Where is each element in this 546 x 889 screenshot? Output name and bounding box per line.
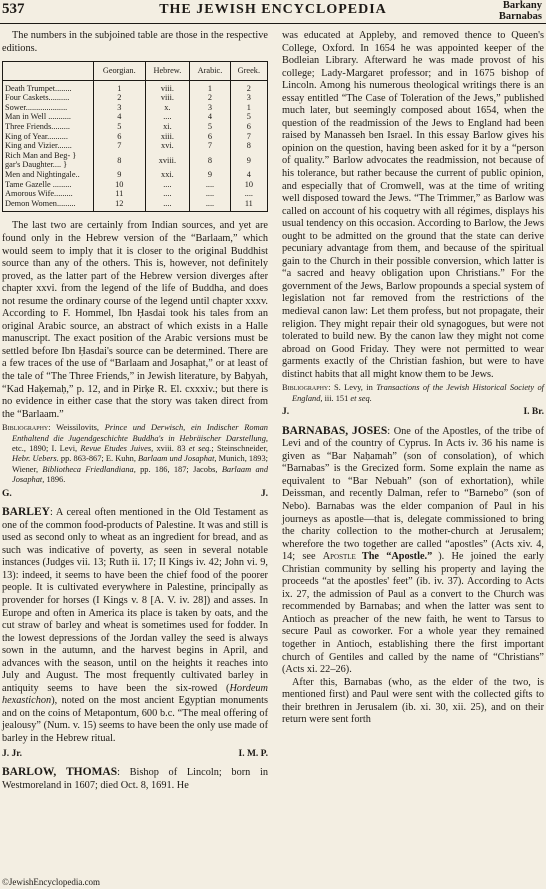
table-cell: 5 <box>190 122 230 132</box>
latin-name: Hordeum hexastichon <box>2 682 268 707</box>
table-cell: xviii. <box>145 151 190 170</box>
table-cell: 7 <box>94 141 146 151</box>
bibliography <box>2 423 268 485</box>
table-cell: 10 <box>94 180 146 190</box>
barlow-entry <box>2 766 268 792</box>
table-cell: 4 <box>230 170 267 180</box>
bib-title: Prince und Derwisch, ein Indischer Roman Enthaltend die Jugendgeschichte Buddha's in Hebräischer Darstellung, <box>12 423 268 443</box>
bib-title: Transactions of the Jewish Historical Society of England, <box>292 383 545 403</box>
table-cell: 10 <box>230 180 267 190</box>
bib-title: Barlaam and Josaphat, <box>12 464 269 485</box>
table-row <box>3 122 268 132</box>
table-row-label: Demon Women......... <box>3 199 94 212</box>
table-row-label: Rich Man and Beg- } gar's Daughter.... } <box>3 151 94 170</box>
entry-heading: BARLEY <box>2 506 50 519</box>
table-cell: .... <box>145 180 190 190</box>
page-number: 537 <box>2 1 25 17</box>
table-row-label: Men and Nightingale.. <box>3 170 94 180</box>
bib-text: pp. 186, 187; Jacobs, <box>135 464 222 474</box>
table-cell: xi. <box>145 122 190 132</box>
table-row <box>3 141 268 151</box>
table-row <box>3 199 268 212</box>
entry-text: : Bishop of Lincoln; born in Westmoreland in 1607; died Oct. 8, 1691. He <box>2 767 268 791</box>
table-row <box>3 189 268 199</box>
table-cell: .... <box>190 199 230 212</box>
bib-text: ; Steinschneider, <box>211 443 269 453</box>
table-cell: 9 <box>190 170 230 180</box>
running-title: THE JEWISH ENCYCLOPEDIA <box>159 2 387 17</box>
table-header-cell <box>3 62 94 81</box>
table-cell: xvi. <box>145 141 190 151</box>
table-row <box>3 80 268 93</box>
table-row-label: King of Year.......... <box>3 132 94 142</box>
table-header-cell: Georgian. <box>94 62 146 81</box>
table-row-label: Tame Gazelle ......... <box>3 180 94 190</box>
guide-words <box>499 0 542 22</box>
table-cell: 3 <box>230 93 267 103</box>
table-header-cell: Hebrew. <box>145 62 190 81</box>
table-cell: 4 <box>94 112 146 122</box>
bibliography-label: Bibliography: <box>2 423 51 433</box>
table-cell: x. <box>145 103 190 113</box>
paragraph: The last two are certainly from Indian sources, and yet are found only in the Hebrew version of the “Barlaam,” which would seem to imply that it is closer to the original Buddhist source than any of the others. This is, however, not definitely proved, as the latter part of the Hebrew version diverges after chapter xxvi. from the legend of the life of Buddha, and does not resume the ordinary course of the legend until chapter xxxv. According to F. Hommel, Ibn Ḥasdai took his tales from an original Arabic source, an abstract of which exists in a Halle manuscript. The exact position of the Arabic versions must be settled before Ibn Ḥasdai's source can be determined. There are a few traces of the use of “Barlaam and Josaphat,” or at least of the tale of “The Three Friends,” in Jewish literature, by Baḥyah, “Kad Haḳemaḥ,” p. 12, and in Pirḳe R. El. cxxxiv.; but there is no evidence in either case that the story was taken direct from the “Barlaam.” <box>2 220 268 420</box>
bib-title: et seq. <box>188 443 212 453</box>
table-cell: xiii. <box>145 132 190 142</box>
bib-text: Weissilovits, <box>50 423 105 433</box>
table-row <box>3 93 268 103</box>
table-cell: 3 <box>190 103 230 113</box>
table-cell: 2 <box>94 93 146 103</box>
bib-title: Barlaam und Josaphat, <box>138 454 217 464</box>
copyright-footer: ©JewishEncyclopedia.com <box>2 877 101 887</box>
table-cell: 8 <box>230 141 267 151</box>
entry-text: : A cereal often mentioned in the Old Testament as one of the common food-products of Palestine. It was and still is used as second only to wheat as an ingredient for bread, and as such was indicative of poverty, as seen in several notable instances (Judges vii. 13; Ruth ii. 17; II Kings iv. 42; John vi. 9, 13): indeed, it seems to have been the chief food of the poorer people. It is cultivated everywhere in Palestine, principally as provender for horses (I Kings v. 8 [A. V. iv. 28]) and asses. In Europe and often in America its place is taken by oats, and the cut straw of barley and wheat is sometimes used for fodder. In the lowest depressions of the Jordan valley the seed is always sown in the autumn, and the harvest begins in April, and advances with the season, until on the heights it reaches into July and August. The most frequently cultivated barley in antiquity seems to have been the six-rowed ( <box>2 507 268 694</box>
bib-text: Munich, 1893; Wiener, <box>12 454 268 474</box>
table-header-cell: Arabic. <box>190 62 230 81</box>
table-cell: 6 <box>230 122 267 132</box>
entry-heading: BARLOW, THOMAS <box>2 766 118 779</box>
signature-left: G. <box>2 488 12 499</box>
entry-heading: BARNABAS, JOSES <box>282 424 388 437</box>
table-cell: .... <box>145 112 190 122</box>
table-row <box>3 112 268 122</box>
table-cell: 12 <box>94 199 146 212</box>
table-cell: 3 <box>94 103 146 113</box>
signature-right: I. M. P. <box>238 748 268 759</box>
table-cell: xxi. <box>145 170 190 180</box>
entry-text: : One of the Apostles, of the tribe of Levi and of the country of Cyprus. In Acts iv. 36 his name is given as “Bar Naḥamah” (son of consolation), of which “Barnabas” is the Grecized form. Some explain the name as equivalent to “Bar Nebuah” (son of exhortation), while Deissman, and recently Dalman, refer to “Barnebo” (son of Nebo). Barnabas was the elder companion of Paul in his journeys as apostle—that is, delegate commissioned to bring the charity collection to the mother-church at Jerusalem; wherefore the two together are called “apostles” (Acts xiv. 4, 14; see <box>282 425 544 563</box>
sidehead: The “Apostle.” <box>361 551 433 563</box>
table-cell: .... <box>230 189 267 199</box>
table-cell: 6 <box>190 132 230 142</box>
table-row <box>3 103 268 113</box>
bibliography <box>282 383 544 404</box>
table-cell: 1 <box>190 80 230 93</box>
table-cell: .... <box>145 189 190 199</box>
bib-text: etc., 1890; I. Levi, <box>12 443 81 453</box>
table-cell: 7 <box>230 132 267 142</box>
table-cell: 7 <box>190 141 230 151</box>
cross-reference: Apostle <box>322 551 356 563</box>
header-rule <box>0 23 546 24</box>
versions-table <box>2 61 268 212</box>
table-row-label: Death Trumpet........ <box>3 80 94 93</box>
signature-right: I. Br. <box>523 407 544 418</box>
table-row-label: Man in Well ........... <box>3 112 94 122</box>
table-row <box>3 132 268 142</box>
table-header-cell: Greek. <box>230 62 267 81</box>
guide-word-bottom: Barnabas <box>498 11 542 22</box>
table-row <box>3 151 268 170</box>
bib-title: Hebr. Uebers. <box>12 454 59 464</box>
table-cell: .... <box>145 199 190 212</box>
left-column <box>2 30 268 792</box>
table-cell: 8 <box>190 151 230 170</box>
table-cell: 4 <box>190 112 230 122</box>
paragraph: After this, Barnabas (who, as the elder of the two, is mentioned first) and Paul were sent with the collected gifts to their brethren in Jerusalem (ib. xi. 30, xii. 25), and on their return were sent forth <box>282 676 544 726</box>
bibliography-label: Bibliography: <box>282 383 331 393</box>
table-cell: viii. <box>145 93 190 103</box>
table-row-label: Three Friends......... <box>3 122 94 132</box>
table-row-label: Four Caskets.......... <box>3 93 94 103</box>
table-header-row <box>3 62 268 81</box>
barley-entry <box>2 506 268 745</box>
bib-text: iii. 151 <box>322 393 351 403</box>
table-row <box>3 170 268 180</box>
signature-right: J. <box>260 488 268 499</box>
table-cell: 5 <box>230 112 267 122</box>
table-cell: 2 <box>230 80 267 93</box>
bib-title: Bibliotheca Friedlandiana, <box>42 464 136 474</box>
table-row-label: Sower.................... <box>3 103 94 113</box>
table-intro: The numbers in the subjoined table are those in the respective editions. <box>2 30 268 54</box>
barnabas-entry <box>282 425 544 677</box>
table-row-label: King and Vizier....... <box>3 141 94 151</box>
entry-text: ), noted on the most ancient Egyptian monuments and on the coins of Metapontum, 600 b.c. “The meal offering of jealousy” (Num. v. 15) seems to have been the only use made of barley in the Hebrew ritual. <box>2 695 268 744</box>
guide-word-top: Barkany <box>502 0 542 11</box>
paragraph: was educated at Appleby, and removed thence to Queen's College, Oxford. In 1654 he was appointed keeper of the Bodleian Library. Afterward he was made provost of his college; Lady-Margaret professor; and in 1675 bishop of Lincoln. Among his numerous theological writings there is an essay entitled “The Case of Toleration of the Jews,” published much later, but seemingly composed about 1654, when the question of the readmission of the Jews to England had been raised by Manasseh ben Israel. In this essay Barlow gives his opinion on the question, having been asked for it by a “person of quality.” Barlow advocates the readmission, not because of his tolerance, but rather because the current of public opinion, and especially that of Cromwell, was at the time of writing well disposed toward the Jews. “The Trimmer,” as Barlow was called on account of his coquetry with all régimes, displays his usual tendency on this occasion. According to Barlow, the Jews ought to be admitted on the ground that the state can derive pecuniary advantage from them, and because of the spiritual gain to the Church in their possible conversion, which latter is “a sacred and heavy obligation upon Christians.” For the government of the Jews, Barlow propounds a special system of legislation not far removed from the restrictions of the medieval canon law: Let them profess, but not propagate, their religion. They might repair their old synagogues, but were not tolerated to build new. By the canon law they might not come abroad on Good Friday. They were not permitted to wear garments exactly of the Christian fashion, but were to have distinct habits that all might know them to be Jews. <box>282 30 544 380</box>
bib-text: xviii. 83 <box>153 443 189 453</box>
table-cell: 9 <box>94 170 146 180</box>
bib-text: S. Levy, in <box>330 383 377 393</box>
table-cell: 1 <box>94 80 146 93</box>
page-header <box>0 0 546 24</box>
right-column <box>282 30 544 727</box>
table-cell: 9 <box>230 151 267 170</box>
table-cell: 8 <box>94 151 146 170</box>
bib-text: pp. 863-867; E. Kuhn, <box>58 454 139 464</box>
signature-left: J. <box>282 407 290 418</box>
table-cell: 2 <box>190 93 230 103</box>
entry-text: ). He joined the early Christian community by selling his property and laying the proceeds “at the apostles' feet” (ib. iv. 37). According to Acts ix. 27, the admission of Paul as a convert to the Church was recommended by Barnabas; and when the latter was sent to Antioch as preacher of the new faith, he went to Tarsus to secure Paul as coworker. For a whole year they remained together in Antioch, establishing there the first important church of Gentiles and called by the name of “Christians” (Acts xi. 22–26). <box>282 551 544 676</box>
table-row <box>3 180 268 190</box>
table-cell: 5 <box>94 122 146 132</box>
table-cell: 11 <box>94 189 146 199</box>
signature <box>2 488 268 501</box>
table-cell: 11 <box>230 199 267 212</box>
table-cell: viii. <box>145 80 190 93</box>
signature <box>2 748 268 761</box>
bib-title: et seq. <box>350 393 372 403</box>
bib-title: Revue Etudes Juives, <box>80 443 154 453</box>
signature <box>282 406 544 419</box>
bib-text: 1896. <box>44 475 66 485</box>
table-cell: .... <box>190 189 230 199</box>
signature-left: J. Jr. <box>2 748 22 759</box>
table-cell: .... <box>190 180 230 190</box>
table-row-label: Amorous Wife......... <box>3 189 94 199</box>
table-cell: 1 <box>230 103 267 113</box>
table-cell: 6 <box>94 132 146 142</box>
